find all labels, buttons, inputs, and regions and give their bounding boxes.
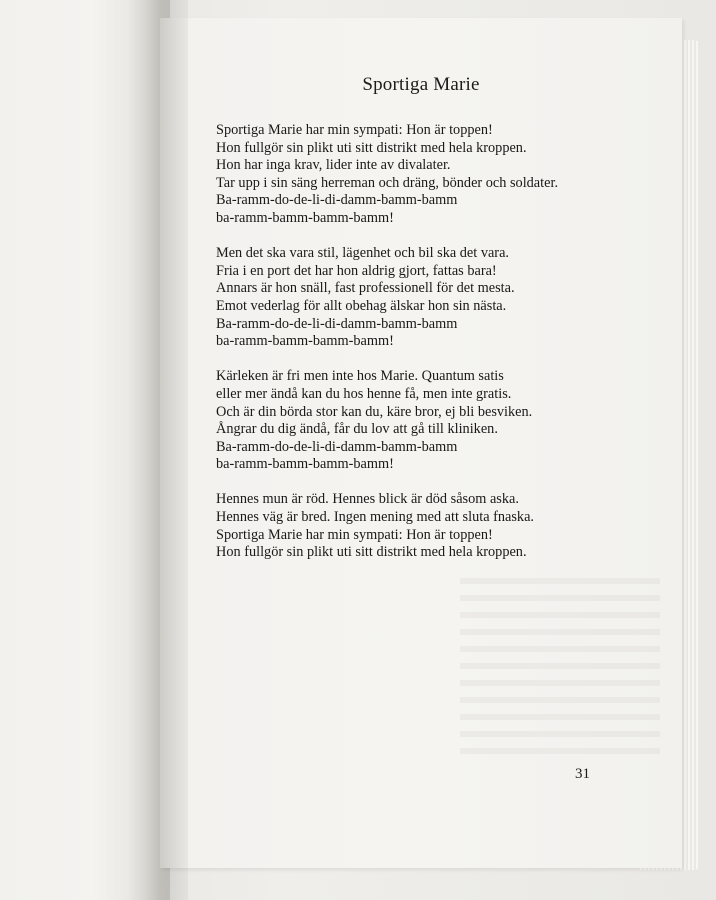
poem-body: [216, 122, 656, 579]
poem-line: eller mer ändå kan du hos henne få, men inte gratis.: [216, 385, 512, 402]
poem-line: Kärleken är fri men inte hos Marie. Quantum satis: [216, 368, 504, 385]
poem-line: Fria i en port det har hon aldrig gjort, fattas bara!: [216, 262, 497, 279]
poem-line: Emot vederlag för allt obehag älskar hon sin nästa.: [216, 297, 507, 314]
poem-line: Och är din börda stor kan du, käre bror, ej bli besviken.: [216, 403, 533, 420]
poem-line: Sportiga Marie har min sympati: Hon är toppen!: [216, 526, 493, 543]
poem-line: Hon fullgör sin plikt uti sitt distrikt med hela kroppen.: [216, 544, 527, 561]
poem-line: Ba-ramm-do-de-li-di-damm-bamm-bamm: [216, 192, 458, 209]
page-number: 31: [575, 766, 590, 782]
poem-line: Men det ska vara stil, lägenhet och bil ska det vara.: [216, 245, 509, 262]
poem-line: Ba-ramm-do-de-li-di-damm-bamm-bamm: [216, 438, 458, 455]
stanza: [216, 122, 656, 228]
poem-line: Ångrar du dig ändå, får du lov att gå till kliniken.: [216, 421, 498, 438]
poem-line: Sportiga Marie har min sympati: Hon är toppen!: [216, 122, 493, 138]
poem-line: Annars är hon snäll, fast professionell för det mesta.: [216, 280, 515, 297]
poem-line: Hon har inga krav, lider inte av divalater.: [216, 157, 451, 174]
stanza: [216, 368, 656, 474]
poem-line: Ba-ramm-do-de-li-di-damm-bamm-bamm: [216, 315, 458, 332]
gutter-shadow: [128, 0, 188, 900]
poem-line: ba-ramm-bamm-bamm-bamm!: [216, 333, 394, 350]
stanza: [216, 491, 656, 561]
stanza: [216, 245, 656, 351]
right-page: [160, 18, 682, 868]
poem-title: Sportiga Marie: [362, 74, 480, 95]
poem-line: Hon fullgör sin plikt uti sitt distrikt med hela kroppen.: [216, 139, 527, 156]
show-through: [460, 578, 660, 758]
poem-line: Hennes mun är röd. Hennes blick är död såsom aska.: [216, 491, 519, 508]
poem-line: ba-ramm-bamm-bamm-bamm!: [216, 456, 394, 473]
poem-line: Tar upp i sin säng herreman och dräng, bönder och soldater.: [216, 174, 559, 191]
poem-line: Hennes väg är bred. Ingen mening med att sluta fnaska.: [216, 509, 535, 526]
poem-line: ba-ramm-bamm-bamm-bamm!: [216, 209, 394, 226]
